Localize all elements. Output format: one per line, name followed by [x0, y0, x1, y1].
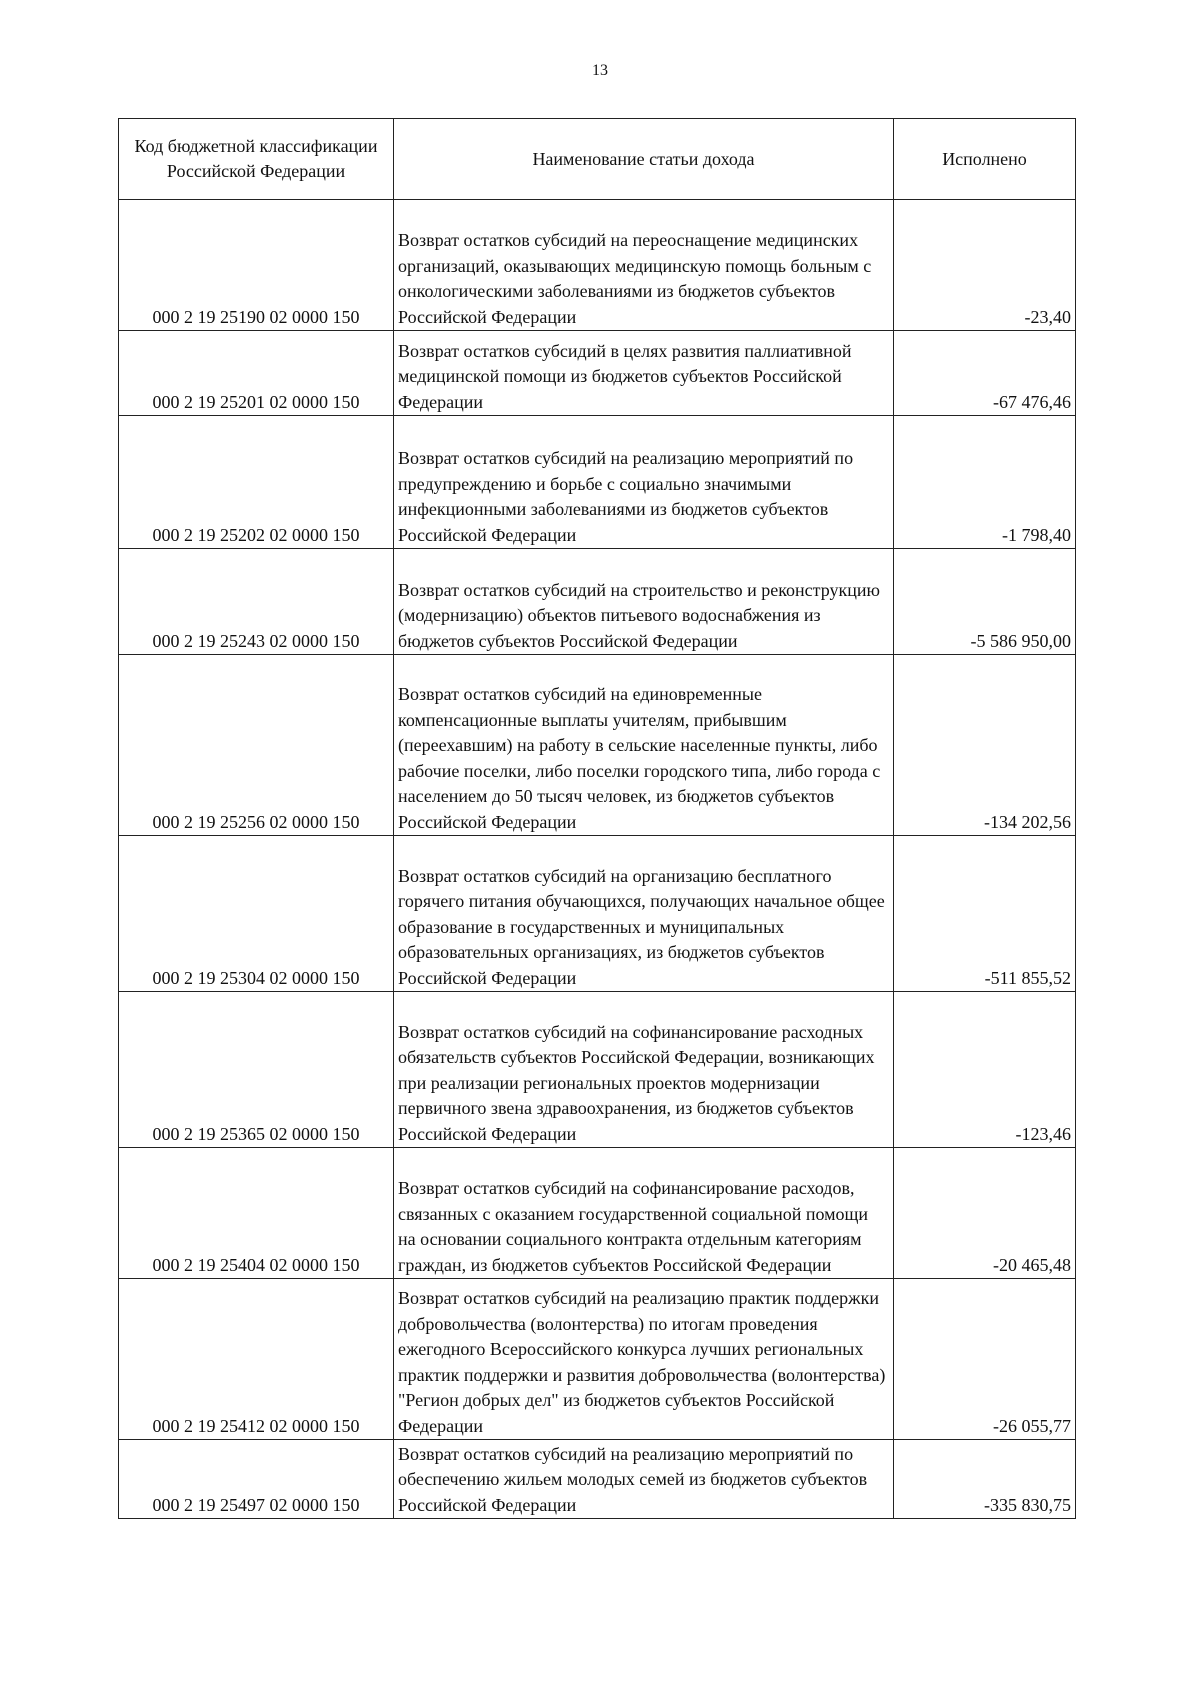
row-value: -511 855,52: [894, 836, 1076, 992]
row-name: Возврат остатков субсидий на реализацию мероприятий по обеспечению жильем молодых семей из бюджетов субъектов Российской Федерации: [394, 1440, 894, 1519]
header-name: Наименование статьи дохода: [394, 119, 894, 200]
table-row: [119, 1148, 1076, 1279]
row-name: Возврат остатков субсидий на единовременные компенсационные выплаты учителям, прибывшим (переехавшим) на работу в сельские населенные пункты, либо рабочие поселки, либо поселки городского типа, либо города с населением до 50 тысяч человек, из бюджетов субъектов Российской Федерации: [394, 655, 894, 836]
row-name: Возврат остатков субсидий на переоснащение медицинских организаций, оказывающих медицинскую помощь больным с онкологическими заболеваниями из бюджетов субъектов Российской Федерации: [394, 200, 894, 331]
row-value: -26 055,77: [894, 1279, 1076, 1440]
row-name: Возврат остатков субсидий на организацию бесплатного горячего питания обучающихся, получающих начальное общее образование в государственных и муниципальных образовательных организациях, из бюджетов субъектов Российской Федерации: [394, 836, 894, 992]
row-code: 000 2 19 25497 02 0000 150: [119, 1440, 394, 1519]
row-code: 000 2 19 25404 02 0000 150: [119, 1148, 394, 1279]
header-code: Код бюджетной классификации Российской Федерации: [119, 119, 394, 200]
table-row: [119, 836, 1076, 992]
table-header-row: [119, 119, 1076, 200]
row-code: 000 2 19 25365 02 0000 150: [119, 992, 394, 1148]
row-code: 000 2 19 25243 02 0000 150: [119, 549, 394, 655]
table-row: [119, 549, 1076, 655]
row-value: -335 830,75: [894, 1440, 1076, 1519]
row-code: 000 2 19 25201 02 0000 150: [119, 331, 394, 416]
revenue-table: [118, 118, 1076, 1519]
row-name: Возврат остатков субсидий на реализацию мероприятий по предупреждению и борьбе с социально значимыми инфекционными заболеваниями из бюджетов субъектов Российской Федерации: [394, 416, 894, 549]
row-code: 000 2 19 25202 02 0000 150: [119, 416, 394, 549]
row-value: -20 465,48: [894, 1148, 1076, 1279]
row-value: -5 586 950,00: [894, 549, 1076, 655]
row-value: -23,40: [894, 200, 1076, 331]
row-code: 000 2 19 25412 02 0000 150: [119, 1279, 394, 1440]
page-number: 13: [592, 62, 608, 79]
row-code: 000 2 19 25190 02 0000 150: [119, 200, 394, 331]
row-name: Возврат остатков субсидий на строительство и реконструкцию (модернизацию) объектов питьевого водоснабжения из бюджетов субъектов Российской Федерации: [394, 549, 894, 655]
row-name: Возврат остатков субсидий на софинансирование расходных обязательств субъектов Российской Федерации, возникающих при реализации региональных проектов модернизации первичного звена здравоохранения, из бюджетов субъектов Российской Федерации: [394, 992, 894, 1148]
table-row: [119, 200, 1076, 331]
table-row: [119, 992, 1076, 1148]
row-code: 000 2 19 25256 02 0000 150: [119, 655, 394, 836]
table-row: [119, 1279, 1076, 1440]
row-value: -134 202,56: [894, 655, 1076, 836]
row-code: 000 2 19 25304 02 0000 150: [119, 836, 394, 992]
header-value: Исполнено: [894, 119, 1076, 200]
row-name: Возврат остатков субсидий в целях развития паллиативной медицинской помощи из бюджетов субъектов Российской Федерации: [394, 331, 894, 416]
table-row: [119, 331, 1076, 416]
row-name: Возврат остатков субсидий на реализацию практик поддержки добровольчества (волонтерства) по итогам проведения ежегодного Всероссийского конкурса лучших региональных практик поддержки и развития добровольчества (волонтерства) "Регион добрых дел" из бюджетов субъектов Российской Федерации: [394, 1279, 894, 1440]
row-value: -1 798,40: [894, 416, 1076, 549]
table-row: [119, 1440, 1076, 1519]
row-name: Возврат остатков субсидий на софинансирование расходов, связанных с оказанием государственной социальной помощи на основании социального контракта отдельным категориям граждан, из бюджетов субъектов Российской Федерации: [394, 1148, 894, 1279]
row-value: -123,46: [894, 992, 1076, 1148]
table-row: [119, 655, 1076, 836]
table-row: [119, 416, 1076, 549]
row-value: -67 476,46: [894, 331, 1076, 416]
